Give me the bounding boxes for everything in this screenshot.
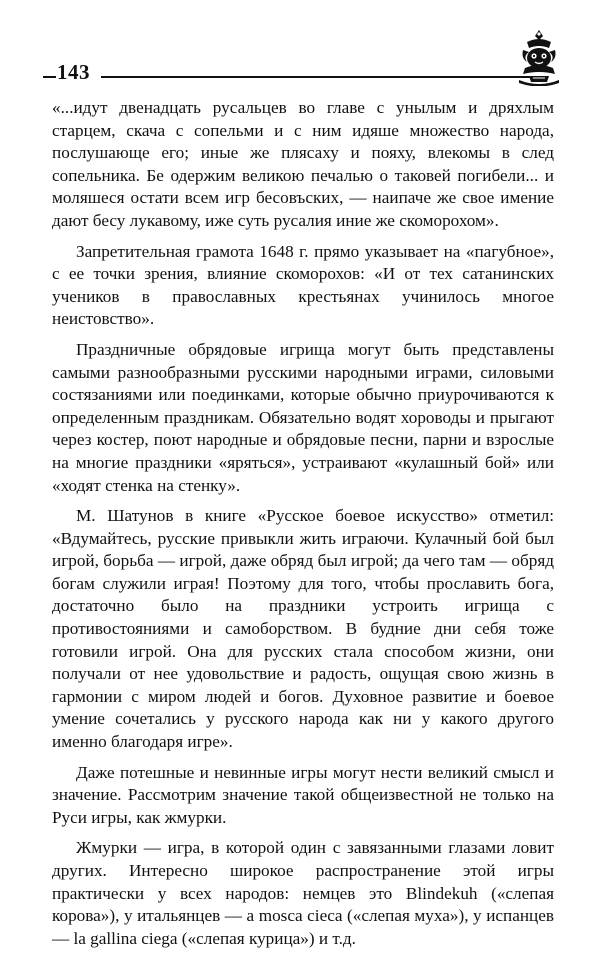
paragraph-6: Жмурки — игра, в которой один с завязанными глазами ловит других. Интересно широкое распространение этой игры практически у всех народов: немцев это Blindekuh («слепая корова»), у итальянцев — a mosca cieca («слепая муха»), у испанцев — la gallina ciega («слепая курица») и т.д. — [52, 838, 554, 948]
page-number: 143 — [57, 60, 90, 84]
paragraph-3: Праздничные обрядовые игрища могут быть представлены самыми разнообразными русскими народными играми, силовыми состязаниями или поединками, которые обычно приурочиваются к определенным праздникам. Обязательно водят хороводы и прыгают через костер, поют народные и обрядовые песни, парни и взрослые на многие праздники «яряться», устраивают «кулашный бой» или «ходят стенка на стенку». — [52, 339, 554, 495]
paragraph-4: М. Шатунов в книге «Русское боевое искусство» отметил: «Вдумайтесь, русские привыкли жить играючи. Кулачный бой был игрой, борьба — игрой, даже обряд был игрой; да чего там — обряд богам служили играя! Поэтому для того, чтобы прославить бога, достаточно было на праздники устроить игрища с противостояниями и самоборством. В будние дни себя тоже готовили игрой. Она для русских стала способом жизни, они получали от нее удовольствие и радость, ощущая свою жизнь в гармонии с миром людей и богов. Духовное развитие и боевое умение сочетались у русского народа как ни у какого другого именно благодаря игре». — [52, 506, 554, 752]
paragraph-1: «...идут двенадцать русальцев во главе с унылым и дряхлым старцем, скача с сопельми и с ним идяше множество народа, послушающе его; иные же плясаху и пояху, влекомы в след сопельника. Бе одержим великою печалью о таковей погибели... и моляшеся остати всем игр бесовъских, — наипаче же свое имение дают бесу лукавому, иже суть русалия иние же скоморохом». — [52, 98, 554, 230]
header-rule-left — [43, 76, 56, 78]
body-text — [52, 97, 554, 958]
paragraph-2: Запретительная грамота 1648 г. прямо указывает на «пагубное», с ее точки зрения, влияние скоморохов: «И от тех сатанинских учеников в православных крестьянах учинилось многое неистовство». — [52, 241, 554, 329]
header-rule — [101, 76, 537, 78]
ornament-icon — [517, 28, 561, 86]
paragraph-5: Даже потешные и невинные игры могут нести великий смысл и значение. Рассмотрим значение такой общеизвестной не только на Руси игры, как жмурки. — [52, 762, 554, 827]
